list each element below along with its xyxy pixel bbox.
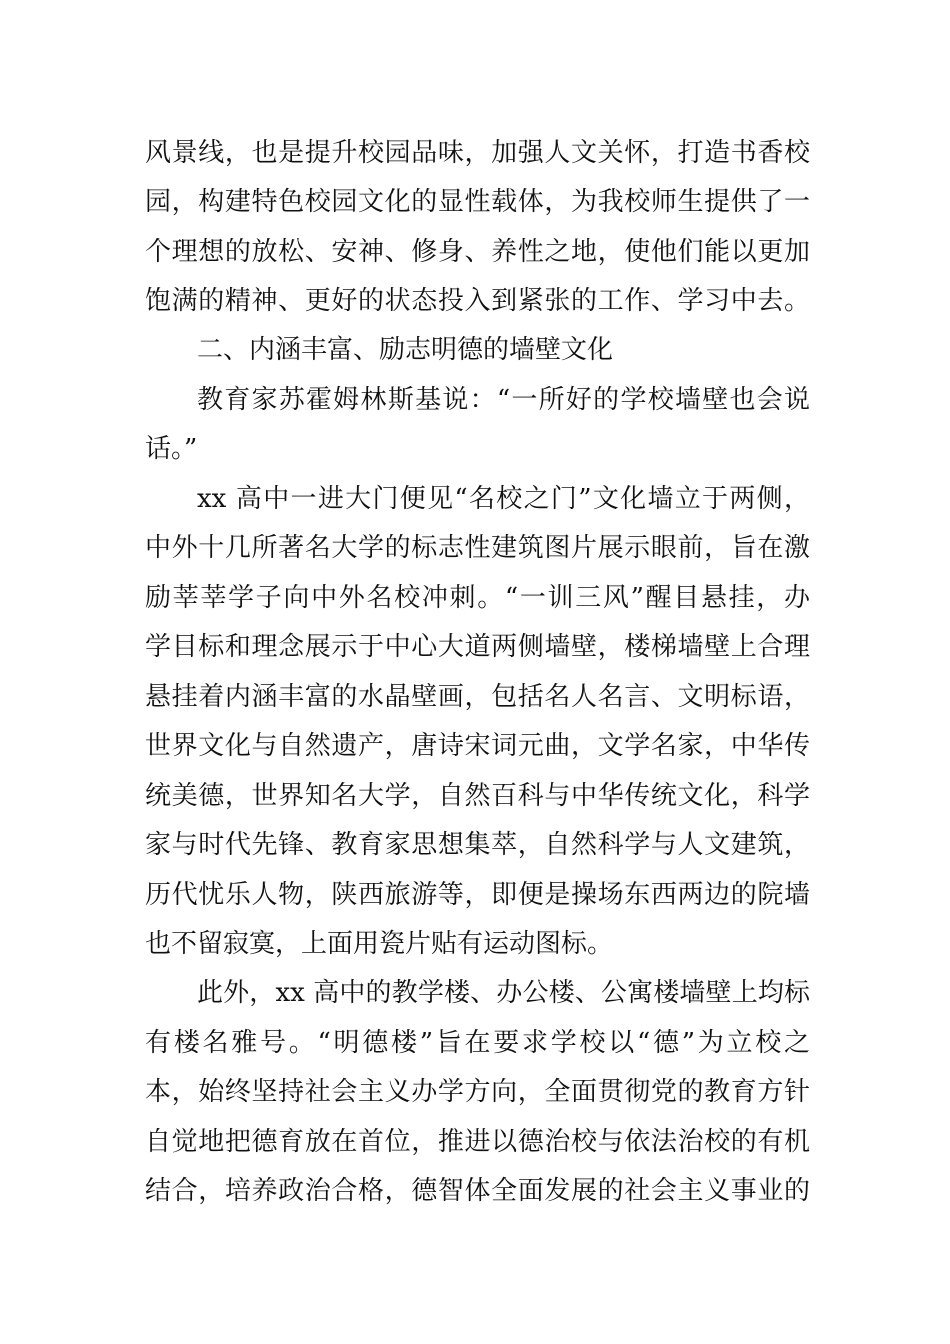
text-line: 历代忧乐人物，陕西旅游等，即便是操场东西两边的院墙	[145, 880, 810, 910]
text-line: 也不留寂寞，上面用瓷片贴有运动图标。	[145, 929, 614, 959]
text-line: 励莘莘学子向中外名校冲刺。“一训三风”醒目悬挂，办	[145, 583, 810, 613]
text-line: 世界文化与自然遗产，唐诗宋词元曲，文学名家，中华传	[145, 731, 810, 761]
text-line: 教育家苏霍姆林斯基说：“一所好的学校墙壁也会说	[197, 385, 810, 415]
text-line: 悬挂着内涵丰富的水晶壁画，包括名人名言、文明标语，	[145, 682, 810, 712]
text-line: 中外十几所著名大学的标志性建筑图片展示眼前，旨在激	[145, 533, 810, 563]
section-heading: 二、内涵丰富、励志明德的墙壁文化	[197, 335, 614, 365]
text-line: 个理想的放松、安神、修身、养性之地，使他们能以更加	[145, 237, 810, 267]
text-line: 自觉地把德育放在首位，推进以德治校与依法治校的有机	[145, 1127, 810, 1157]
text-line: 本，始终坚持社会主义办学方向，全面贯彻党的教育方针	[145, 1077, 810, 1107]
text-line: 学目标和理念展示于中心大道两侧墙壁，楼梯墙壁上合理	[145, 632, 810, 662]
text-line: 统美德，世界知名大学，自然百科与中华传统文化，科学	[145, 781, 810, 811]
text-line: 饱满的精神、更好的状态投入到紧张的工作、学习中去。	[145, 286, 810, 316]
text-line: 风景线，也是提升校园品味，加强人文关怀，打造书香校	[145, 138, 810, 168]
text-line: 园，构建特色校园文化的显性载体，为我校师生提供了一	[145, 187, 810, 217]
text-line: 有楼名雅号。“明德楼”旨在要求学校以“德”为立校之	[145, 1028, 810, 1058]
text-line: 话。”	[145, 434, 198, 464]
text-line: xx 高中一进大门便见“名校之门”文化墙立于两侧，	[197, 484, 810, 514]
text-line: 家与时代先锋、教育家思想集萃，自然科学与人文建筑，	[145, 830, 810, 860]
text-line: 结合，培养政治合格，德智体全面发展的社会主义事业的	[145, 1176, 810, 1206]
text-line: 此外，xx 高中的教学楼、办公楼、公寓楼墙壁上均标	[197, 978, 810, 1008]
